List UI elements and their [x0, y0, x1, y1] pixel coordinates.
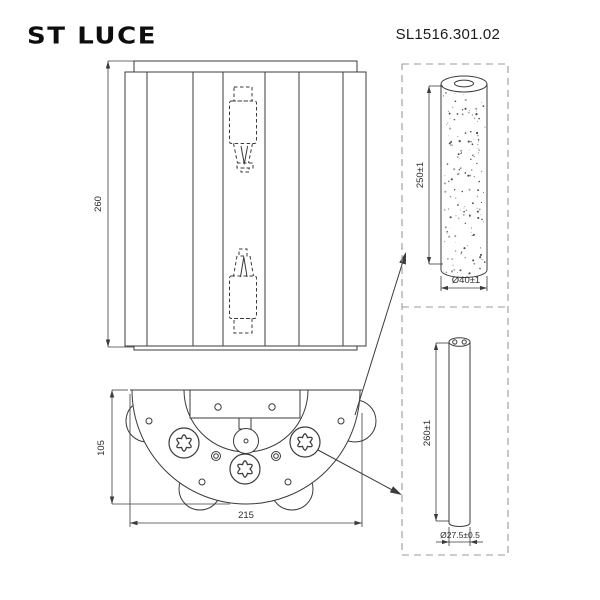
pipe-diameter-dimension [436, 527, 483, 546]
leader-arrow-shade [355, 252, 406, 415]
pipe-top-face [449, 338, 470, 347]
shade-top-face [441, 76, 487, 92]
bottom-height-label: 105 [96, 440, 107, 456]
front-top-cap [134, 61, 357, 72]
shade-length-label: 250±1 [415, 161, 426, 189]
pipe-length-dimension [422, 343, 449, 521]
model-number: SL1516.301.02 [395, 26, 500, 43]
front-bottom-rim [134, 346, 357, 350]
front-height-label: 260 [93, 196, 104, 212]
shade-length-dimension [415, 86, 443, 264]
pipe-body [449, 342, 470, 527]
leader-arrow-pipe [318, 450, 402, 495]
shade-diameter-dimension [441, 275, 487, 291]
lower-socket-hidden [230, 249, 257, 333]
pipe-length-label: 260±1 [422, 419, 433, 447]
brand-logo: ST LUCE [27, 22, 158, 50]
pipe-detail [422, 338, 483, 546]
front-view [93, 61, 366, 350]
bottom-width-label: 215 [238, 510, 254, 521]
pipe-diameter-label: Ø27.5±0.5 [440, 530, 480, 540]
front-slat-lines [147, 72, 343, 346]
front-body [125, 72, 366, 346]
upper-socket-hidden [230, 87, 257, 172]
front-height-dimension [93, 61, 134, 347]
shade-detail [415, 76, 487, 291]
shade-diameter-label: Ø40±1 [451, 275, 481, 286]
